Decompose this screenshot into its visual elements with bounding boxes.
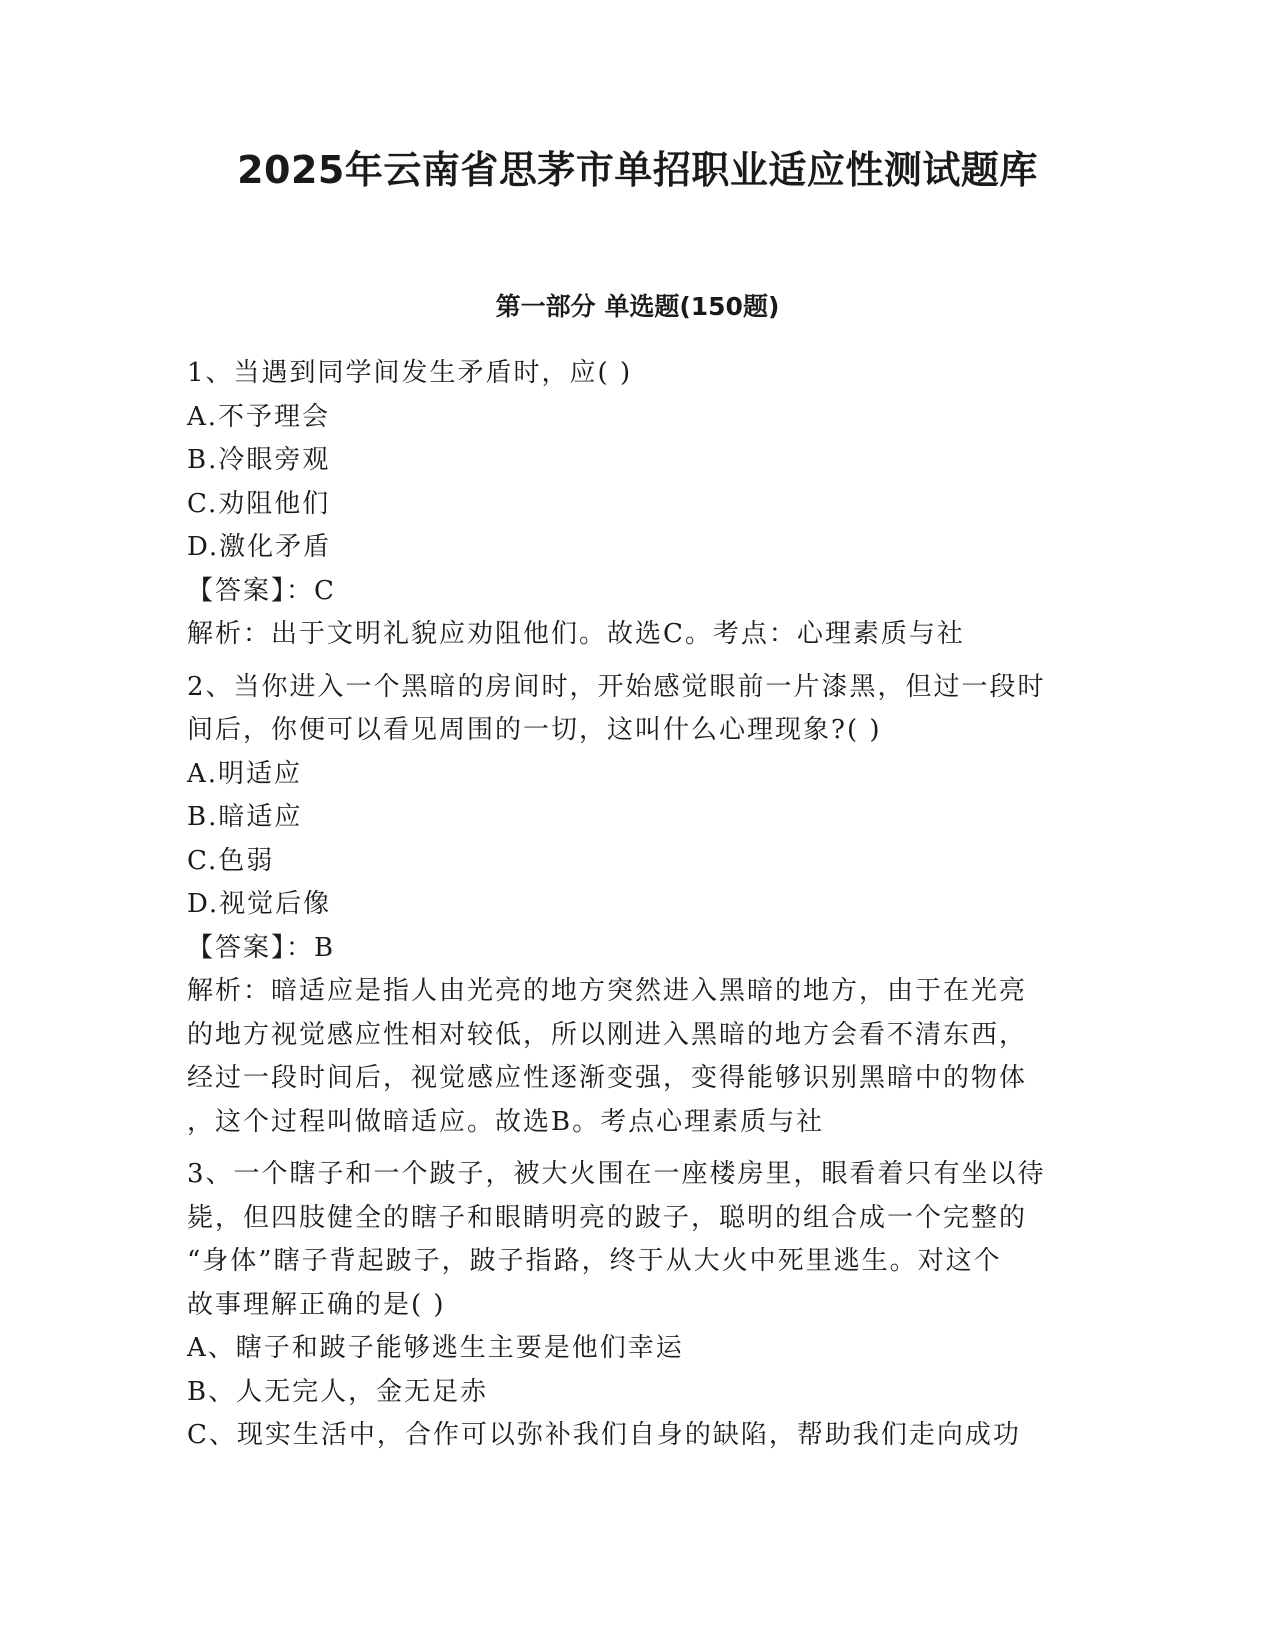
question-list (187, 352, 1087, 1467)
option-a: A.不予理会 (187, 401, 331, 432)
question-stem: 1、当遇到同学间发生矛盾时，应( ) (187, 358, 633, 388)
analysis-line: 解析：出于文明礼貌应劝阻他们。故选C。考点：心理素质与社 (187, 619, 965, 649)
option-d: D.视觉后像 (187, 889, 332, 919)
question-3 (187, 1153, 1087, 1458)
question-stem: 毙，但四肢健全的瞎子和眼睛明亮的跛子，聪明的组合成一个完整的 (187, 1202, 1028, 1233)
option-a: A.明适应 (187, 758, 303, 789)
analysis-line: 的地方视觉感应性相对较低，所以刚进入黑暗的地方会看不清东西， (187, 1019, 1028, 1050)
option-c: C、现实生活中，合作可以弥补我们自身的缺陷，帮助我们走向成功 (187, 1420, 1021, 1450)
analysis-line: 经过一段时间后，视觉感应性逐渐变强，变得能够识别黑暗中的物体 (187, 1063, 1028, 1093)
question-stem: 故事理解正确的是( ) (187, 1289, 446, 1320)
analysis-line: ，这个过程叫做暗适应。故选B。考点心理素质与社 (187, 1106, 825, 1137)
question-stem: 2、当你进入一个黑暗的房间时，开始感觉眼前一片漆黑，但过一段时 (187, 671, 1046, 702)
option-d: D.激化矛盾 (187, 532, 332, 562)
option-b: B.冷眼旁观 (187, 445, 331, 475)
question-stem: 3、一个瞎子和一个跛子，被大火围在一座楼房里，眼看着只有坐以待 (187, 1159, 1046, 1189)
question-2 (187, 666, 1087, 1145)
analysis-line: 解析：暗适应是指人由光亮的地方突然进入黑暗的地方，由于在光亮 (187, 976, 1028, 1006)
option-c: C.色弱 (187, 845, 275, 876)
question-1 (187, 352, 1087, 657)
option-b: B.暗适应 (187, 802, 303, 832)
question-stem: 间后，你便可以看见周围的一切，这叫什么心理现象?( ) (187, 715, 882, 745)
option-a: A、瞎子和跛子能够逃生主要是他们幸运 (187, 1333, 684, 1363)
answer-line: 【答案】：B (187, 932, 336, 963)
answer-line: 【答案】：C (187, 575, 336, 606)
option-b: B、人无完人，金无足赤 (187, 1376, 489, 1407)
document-title: 2025年云南省思茅市单招职业适应性测试题库 (237, 148, 1038, 192)
section-heading: 第一部分 单选题(150题) (495, 292, 780, 321)
question-stem: “身体”瞎子背起跛子，跛子指路，终于从大火中死里逃生。对这个 (187, 1246, 1002, 1276)
option-c: C.劝阻他们 (187, 488, 331, 519)
